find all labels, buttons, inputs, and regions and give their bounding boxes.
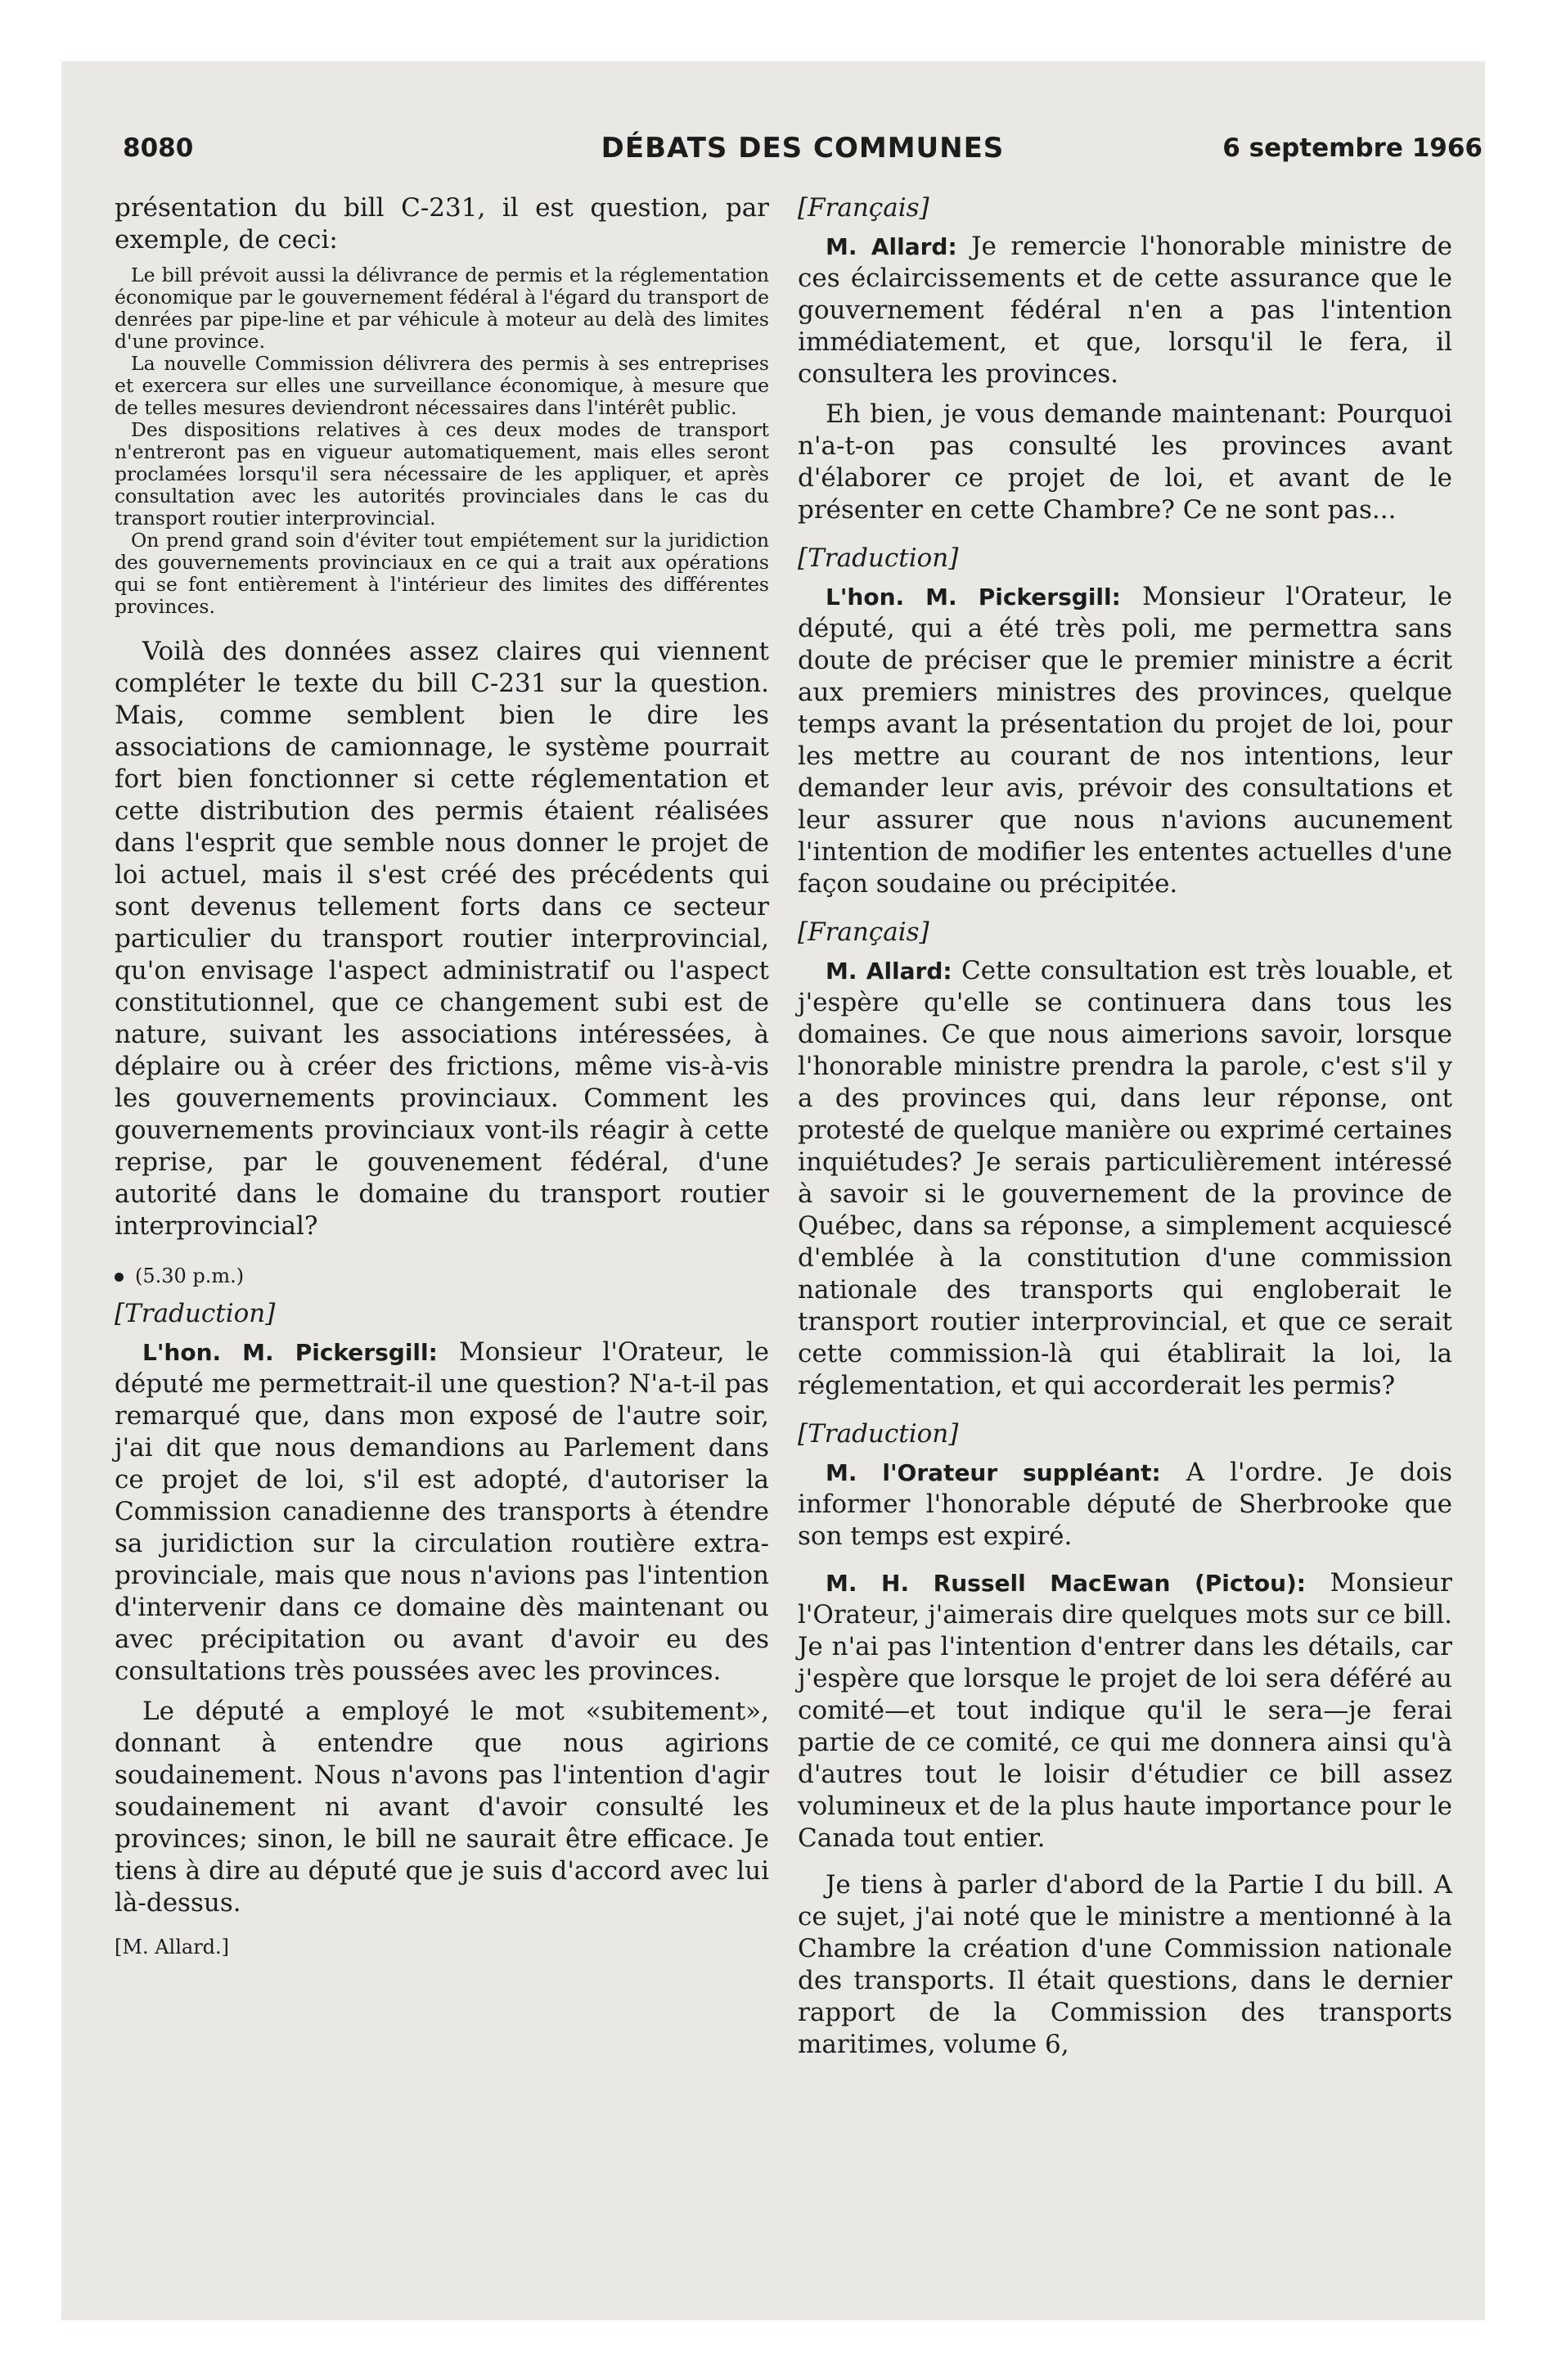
speech-text: Monsieur l'Orateur, le député me permettrait-il une question? N'a-t-il pas remarqué que, dans mon exposé de l'autre soir, j'ai dit que nous demandions au Parlement dans ce projet de loi, s'il est adopté, d'autoriser la Commission canadienne des transports à étendre sa juridiction sur la circulation routière extra-provinciale, mais que nous n'avions pas l'intention d'intervenir dans ce domaine dès maintenant ou avec précipitation ou avant d'avoir eu des consultations très poussées avec les provinces. <box>115 1337 770 1686</box>
quote-paragraph: On prend grand soin d'éviter tout empiétement sur la juridiction des gouvernements provinciaux en ce qui a trait aux opérations qui se font entièrement à l'intérieur des limites des différentes provinces. <box>115 529 769 618</box>
speech-paragraph <box>798 1567 1452 1855</box>
language-marker: [Français] <box>798 193 929 223</box>
speech-text: Monsieur l'Orateur, le député, qui a été très poli, me permettra sans doute de préciser que le premier ministre a écrit aux premiers ministres des provinces, quelque temps avant la présentation du projet de loi, pour les mettre au courant de nos intentions, leur demander leur avis, prévoir des consultations et leur assurer que nous n'avions aucunement l'intention de modifier les ententes actuelles d'une façon soudaine ou précipitée. <box>798 582 1453 899</box>
speaker-signature: [M. Allard.] <box>115 1936 230 1959</box>
speech-text: Monsieur l'Orateur, j'aimerais dire quelques mots sur ce bill. Je n'ai pas l'intention d'entrer dans les détails, car j'espère que lorsque le projet de loi sera déféré au comité—et tout indique qu'il le sera—je ferai partie de ce comité, ce qui me donnera ainsi qu'à d'autres tout le loisir d'étudier ce bill assez volumineux et de la plus haute importance pour le Canada tout entier. <box>798 1568 1452 1853</box>
body-paragraph: Voilà des données assez claires qui viennent compléter le texte du bill C-231 sur la question. Mais, comme semblent bien le dire les associations de camionnage, le système pourrait fort bien fonctionner si cette réglementation et cette distribution des permis étaient réalisées dans l'esprit que semble nous donner le projet de loi actuel, mais il s'est créé des précédents qui sont devenus tellement forts dans ce secteur particulier du transport routier interprovincial, qu'on envisage l'aspect administratif ou l'aspect constitutionnel, que ce changement subi est de nature, suivant les associations intéressées, à déplaire ou à créer des frictions, même vis-à-vis les gouvernements provinciaux. Comment les gouvernements provinciaux vont-ils réagir à cette reprise, par le gouvenement fédéral, d'une autorité dans le domaine du transport routier interprovincial? <box>115 637 769 1241</box>
bullet-icon <box>115 1273 124 1282</box>
right-column <box>798 192 1452 2061</box>
page-number: 8080 <box>123 133 194 163</box>
speech-paragraph <box>798 231 1452 390</box>
page-title: DÉBATS DES COMMUNES <box>601 132 1005 165</box>
speech-paragraph: Eh bien, je vous demande maintenant: Pourquoi n'a-t-on pas consulté les provinces avant d'élaborer ce projet de loi, et avant de le présenter en cette Chambre? Ce ne sont pas... <box>798 399 1452 525</box>
quote-paragraph: Des dispositions relatives à ces deux modes de transport n'entreront pas en vigueur automatiquement, mais elles seront proclamées lorsqu'il sera nécessaire de les appliquer, et après consultation avec les autorités provinciales dans le cas du transport routier interprovincial. <box>115 418 769 530</box>
bill-quotation <box>115 264 769 618</box>
speaker-name: L'hon. M. Pickersgill: <box>826 584 1121 611</box>
quote-paragraph: Le bill prévoit aussi la délivrance de permis et la réglementation économique par le gouvernement fédéral à l'égard du transport de denrées par pipe-line et par véhicule à moteur au delà des limites d'une province. <box>115 264 769 353</box>
page-date: 6 septembre 1966 <box>1222 133 1483 163</box>
speech-paragraph <box>798 581 1452 900</box>
intro-paragraph: présentation du bill C-231, il est question, par exemple, de ceci: <box>115 193 769 255</box>
time-text: (5.30 p.m.) <box>135 1264 245 1287</box>
speaker-name: M. H. Russell MacEwan (Pictou): <box>826 1570 1307 1597</box>
speech-paragraph <box>115 1336 769 1688</box>
speaker-name: M. Allard: <box>826 958 952 985</box>
speech-text: Cette consultation est très louable, et j'espère qu'elle se continuera dans tous les domaines. Ce que nous aimerions savoir, lorsque l'honorable ministre prendra la parole, c'est s'il y a des provinces qui, dans leur réponse, ont protesté de quelque manière ou exprimé certaines inquiétudes? Je serais particulièrement intéressé à savoir si le gouvernement de la province de Québec, dans sa réponse, a simplement acquiescé d'emblée à la constitution d'une commission nationale des transports qui engloberait le transport routier interprovincial, et que ce serait cette commission-là qui établirait la loi, la réglementation, et qui accorderait les permis? <box>798 956 1452 1400</box>
speaker-name: M. l'Orateur suppléant: <box>826 1459 1161 1486</box>
language-marker: [Traduction] <box>798 543 959 573</box>
left-column <box>115 192 769 1959</box>
speech-text: A l'ordre. Je dois informer l'honorable député de Sherbrooke que son temps est expiré. <box>798 1458 1452 1551</box>
speech-paragraph: Je tiens à parler d'abord de la Partie I du bill. A ce sujet, j'ai noté que le ministre a mentionné à la Chambre la création d'une Commission nationale des transports. Il était questions, dans le dernier rapport de la Commission des transports maritimes, volume 6, <box>798 1870 1452 2059</box>
speech-paragraph <box>798 1457 1452 1553</box>
speaker-name: L'hon. M. Pickersgill: <box>142 1339 438 1366</box>
speech-paragraph <box>798 955 1452 1402</box>
language-marker: [Traduction] <box>115 1299 276 1328</box>
speaker-name: M. Allard: <box>826 233 957 260</box>
speech-paragraph: Le député a employé le mot «subitement», donnant à entendre que nous agirions soudainement. Nous n'avons pas l'intention d'agir soudainement ni avant d'avoir consulté les provinces; sinon, le bill ne saurait être efficace. Je tiens à dire au député que je suis d'accord avec lui là-dessus. <box>115 1697 769 1918</box>
language-marker: [Français] <box>798 917 929 947</box>
language-marker: [Traduction] <box>798 1419 959 1449</box>
time-stamp <box>115 1264 769 1288</box>
page-header <box>123 127 1483 176</box>
speech-text: Je remercie l'honorable ministre de ces éclaircissements et de cette assurance que le gouvernement fédéral n'en a pas l'intention immédiatement, et que, lorsqu'il le fera, il consultera les provinces. <box>798 232 1453 389</box>
quote-paragraph: La nouvelle Commission délivrera des permis à ses entreprises et exercera sur elles une surveillance économique, à mesure que de telles mesures deviendront nécessaires dans l'intérêt public. <box>115 352 769 419</box>
